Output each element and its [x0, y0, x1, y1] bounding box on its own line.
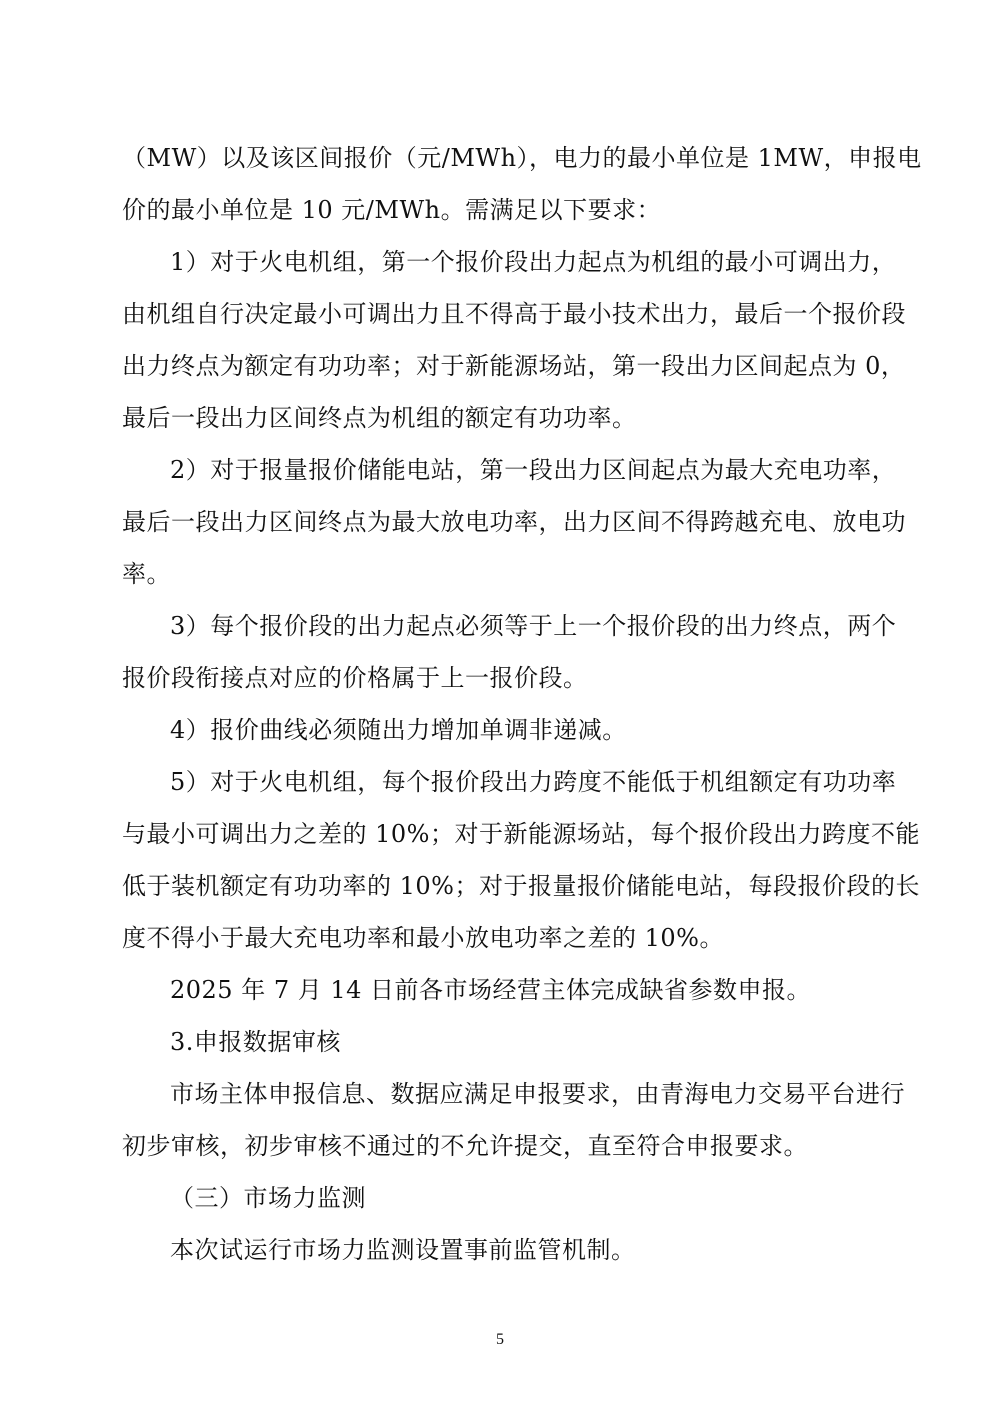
list-item-5-line: 5）对于火电机组，每个报价段出力跨度不能低于机组额定有功功率 [170, 768, 897, 796]
review-paragraph-line: 初步审核，初步审核不通过的不允许提交，直至符合申报要求。 [122, 1132, 808, 1160]
review-paragraph-line: 市场主体申报信息、数据应满足申报要求，由青海电力交易平台进行 [170, 1080, 905, 1108]
monitoring-paragraph: 本次试运行市场力监测设置事前监管机制。 [170, 1236, 636, 1264]
list-item-1-line: 最后一段出力区间终点为机组的额定有功功率。 [122, 404, 637, 432]
section-heading-data-review: 3.申报数据审核 [170, 1028, 341, 1056]
list-item-1-line: 出力终点为额定有功功率；对于新能源场站，第一段出力区间起点为 0， [122, 352, 906, 380]
list-item-3-line: 报价段衔接点对应的价格属于上一报价段。 [122, 664, 588, 692]
list-item-4-line: 4）报价曲线必须随出力增加单调非递减。 [170, 716, 627, 744]
list-item-2-line: 2）对于报量报价储能电站，第一段出力区间起点为最大充电功率， [170, 456, 897, 484]
list-item-1-line: 由机组自行决定最小可调出力且不得高于最小技术出力，最后一个报价段 [122, 300, 906, 328]
list-item-1-line: 1）对于火电机组，第一个报价段出力起点为机组的最小可调出力， [170, 248, 897, 276]
section-heading-market-monitoring: （三）市场力监测 [170, 1184, 366, 1212]
list-item-2-line: 率。 [122, 560, 171, 588]
list-item-5-line: 度不得小于最大充电功率和最小放电功率之差的 10%。 [122, 924, 724, 952]
list-item-2-line: 最后一段出力区间终点为最大放电功率，出力区间不得跨越充电、放电功 [122, 508, 906, 536]
list-item-5-line: 与最小可调出力之差的 10%；对于新能源场站，每个报价段出力跨度不能 [122, 820, 920, 848]
paragraph-line: 价的最小单位是 10 元/MWh。需满足以下要求： [122, 196, 662, 224]
paragraph-line: （MW）以及该区间报价（元/MWh），电力的最小单位是 1MW，申报电 [122, 144, 922, 172]
list-item-3-line: 3）每个报价段的出力起点必须等于上一个报价段的出力终点，两个 [170, 612, 897, 640]
list-item-5-line: 低于装机额定有功功率的 10%；对于报量报价储能电站，每段报价段的长 [122, 872, 920, 900]
deadline-paragraph: 2025 年 7 月 14 日前各市场经营主体完成缺省参数申报。 [170, 976, 812, 1004]
page-number: 5 [496, 1331, 504, 1348]
